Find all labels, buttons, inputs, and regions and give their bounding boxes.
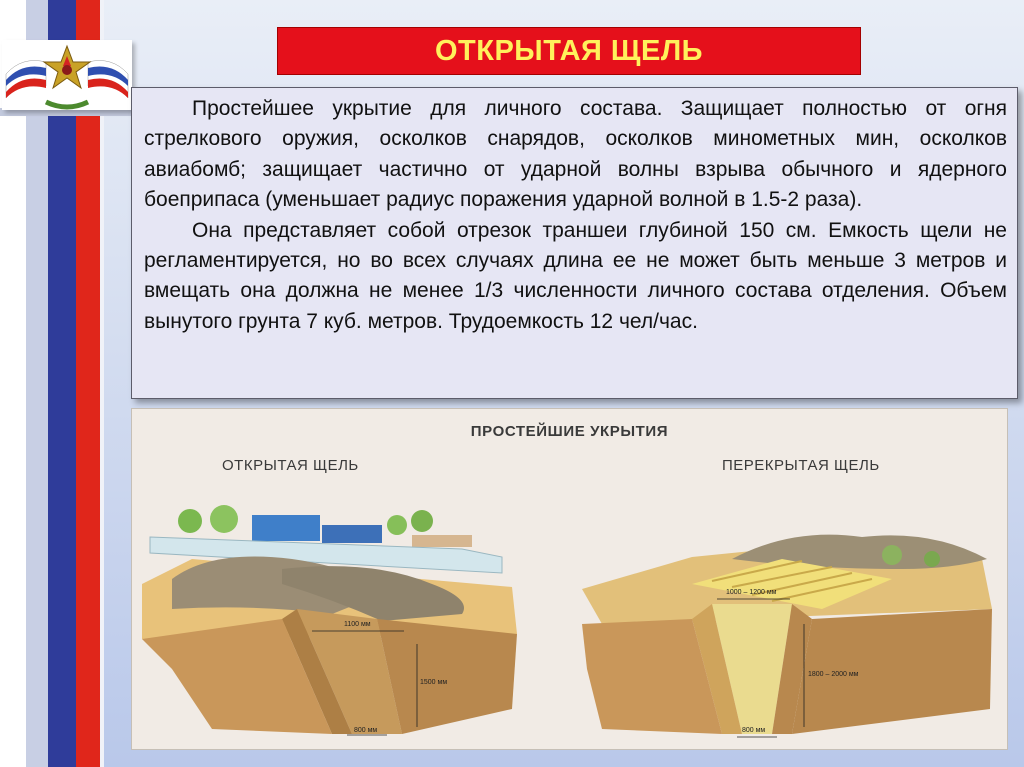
covered-trench-label: ПЕРЕКРЫТАЯ ЩЕЛЬ <box>722 457 880 474</box>
tree-shape <box>178 509 202 533</box>
slide-title-banner <box>277 27 861 75</box>
dim-right-depth: 1800 – 2000 мм <box>808 671 859 678</box>
army-emblem-logo <box>2 40 132 110</box>
dim-right-top: 1000 – 1200 мм <box>726 589 777 596</box>
slide-title: ОТКРЫТАЯ ЩЕЛЬ <box>434 34 704 67</box>
paragraph-1: Простейшее укрытие для личного состава. Защищает полностью от огня стрелкового оружия, осколков снарядов, осколков минометных мин, осколков авиабомб; защищает частично от ударной волны взрыва обычного и ядерного боеприпаса (уменьшает радиус поражения ударной волной в 1.5-2 раза). <box>144 97 1007 212</box>
figure-title: ПРОСТЕЙШИЕ УКРЫТИЯ <box>470 423 669 440</box>
dim-left-top: 1100 мм <box>344 621 371 628</box>
open-trench-label: ОТКРЫТАЯ ЩЕЛЬ <box>222 457 359 474</box>
description-box <box>131 87 1018 399</box>
building-shape <box>252 515 320 541</box>
dim-left-depth: 1500 мм <box>420 679 448 686</box>
dim-right-bottom: 800 мм <box>742 727 766 734</box>
shelter-diagram <box>131 408 1008 750</box>
covered-trench-drawing <box>582 535 992 737</box>
paragraph-2: Она представляет собой отрезок траншеи глубиной 150 см. Емкость щели не регламентируется, но во всех случаях длина ее не может быть меньше 3 метров и вмещать она должна не менее 1/3 численности личного состава отделения. Объем вынутого грунта 7 куб. метров. Трудоемкость 12 чел/час. <box>144 218 1007 333</box>
dim-left-bottom: 800 мм <box>354 727 378 734</box>
open-trench-drawing <box>142 505 517 735</box>
